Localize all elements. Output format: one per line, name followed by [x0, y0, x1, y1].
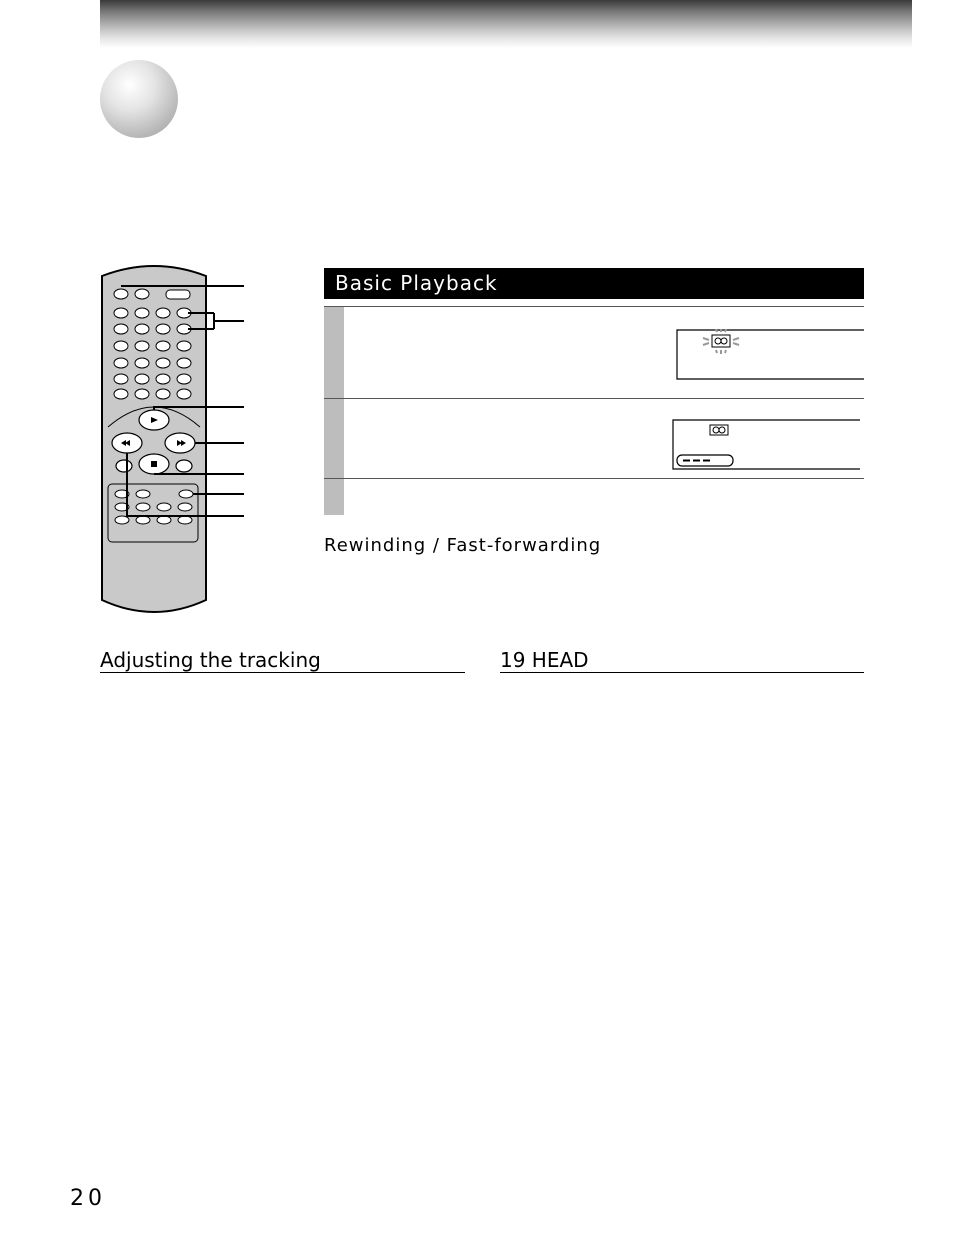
- rewind-fastforward-heading: Rewinding / Fast-forwarding: [324, 535, 602, 556]
- page-number: 20: [70, 1186, 106, 1211]
- step-2-tab: [324, 399, 344, 478]
- tracking-heading: Adjusting the tracking: [100, 647, 465, 673]
- head-heading: 19 HEAD: [500, 647, 864, 673]
- step-3-tab: [324, 479, 344, 515]
- vcr-display-counter: [672, 419, 862, 471]
- step-divider: [324, 398, 864, 399]
- remote-control-illustration: [96, 262, 256, 618]
- vcr-display-cassette-blinking: [676, 329, 866, 381]
- step-1-tab: [324, 307, 344, 398]
- section-orb-icon: [100, 60, 178, 138]
- basic-playback-heading: Basic Playback: [324, 268, 864, 299]
- header-gradient-band: [100, 0, 912, 48]
- step-divider: [324, 306, 864, 307]
- step-divider: [324, 478, 864, 479]
